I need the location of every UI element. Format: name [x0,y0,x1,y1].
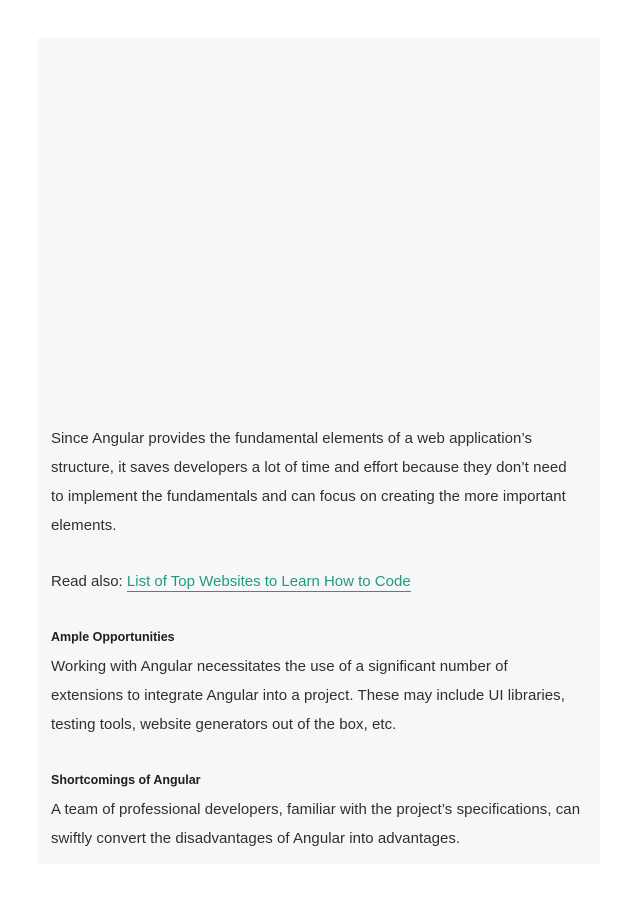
document-page [38,38,600,864]
section-paragraph-shortcomings: A team of professional developers, familiar with the project’s specifications, can swiftly convert the disadvantages of Angular into advantages. [51,801,581,847]
read-also-prefix: Read also: [51,573,127,590]
section-heading-shortcomings: Shortcomings of Angular [51,773,201,787]
intro-paragraph: Since Angular provides the fundamental elements of a web application’s structure, it saves developers a lot of time and effort because they don’t need to implement the fundamentals and can focus on creating the more important elements. [51,430,567,534]
section-heading-ample-opportunities: Ample Opportunities [51,630,175,644]
read-also-link[interactable]: List of Top Websites to Learn How to Code [126,573,411,590]
blank-image-area [38,38,600,418]
section-paragraph-ample-opportunities: Working with Angular necessitates the use of a significant number of extensions to integrate Angular into a project. These may include UI libraries, testing tools, website generators out of the box, etc. [51,658,565,733]
article-content [51,424,581,853]
read-also-line [51,567,581,596]
